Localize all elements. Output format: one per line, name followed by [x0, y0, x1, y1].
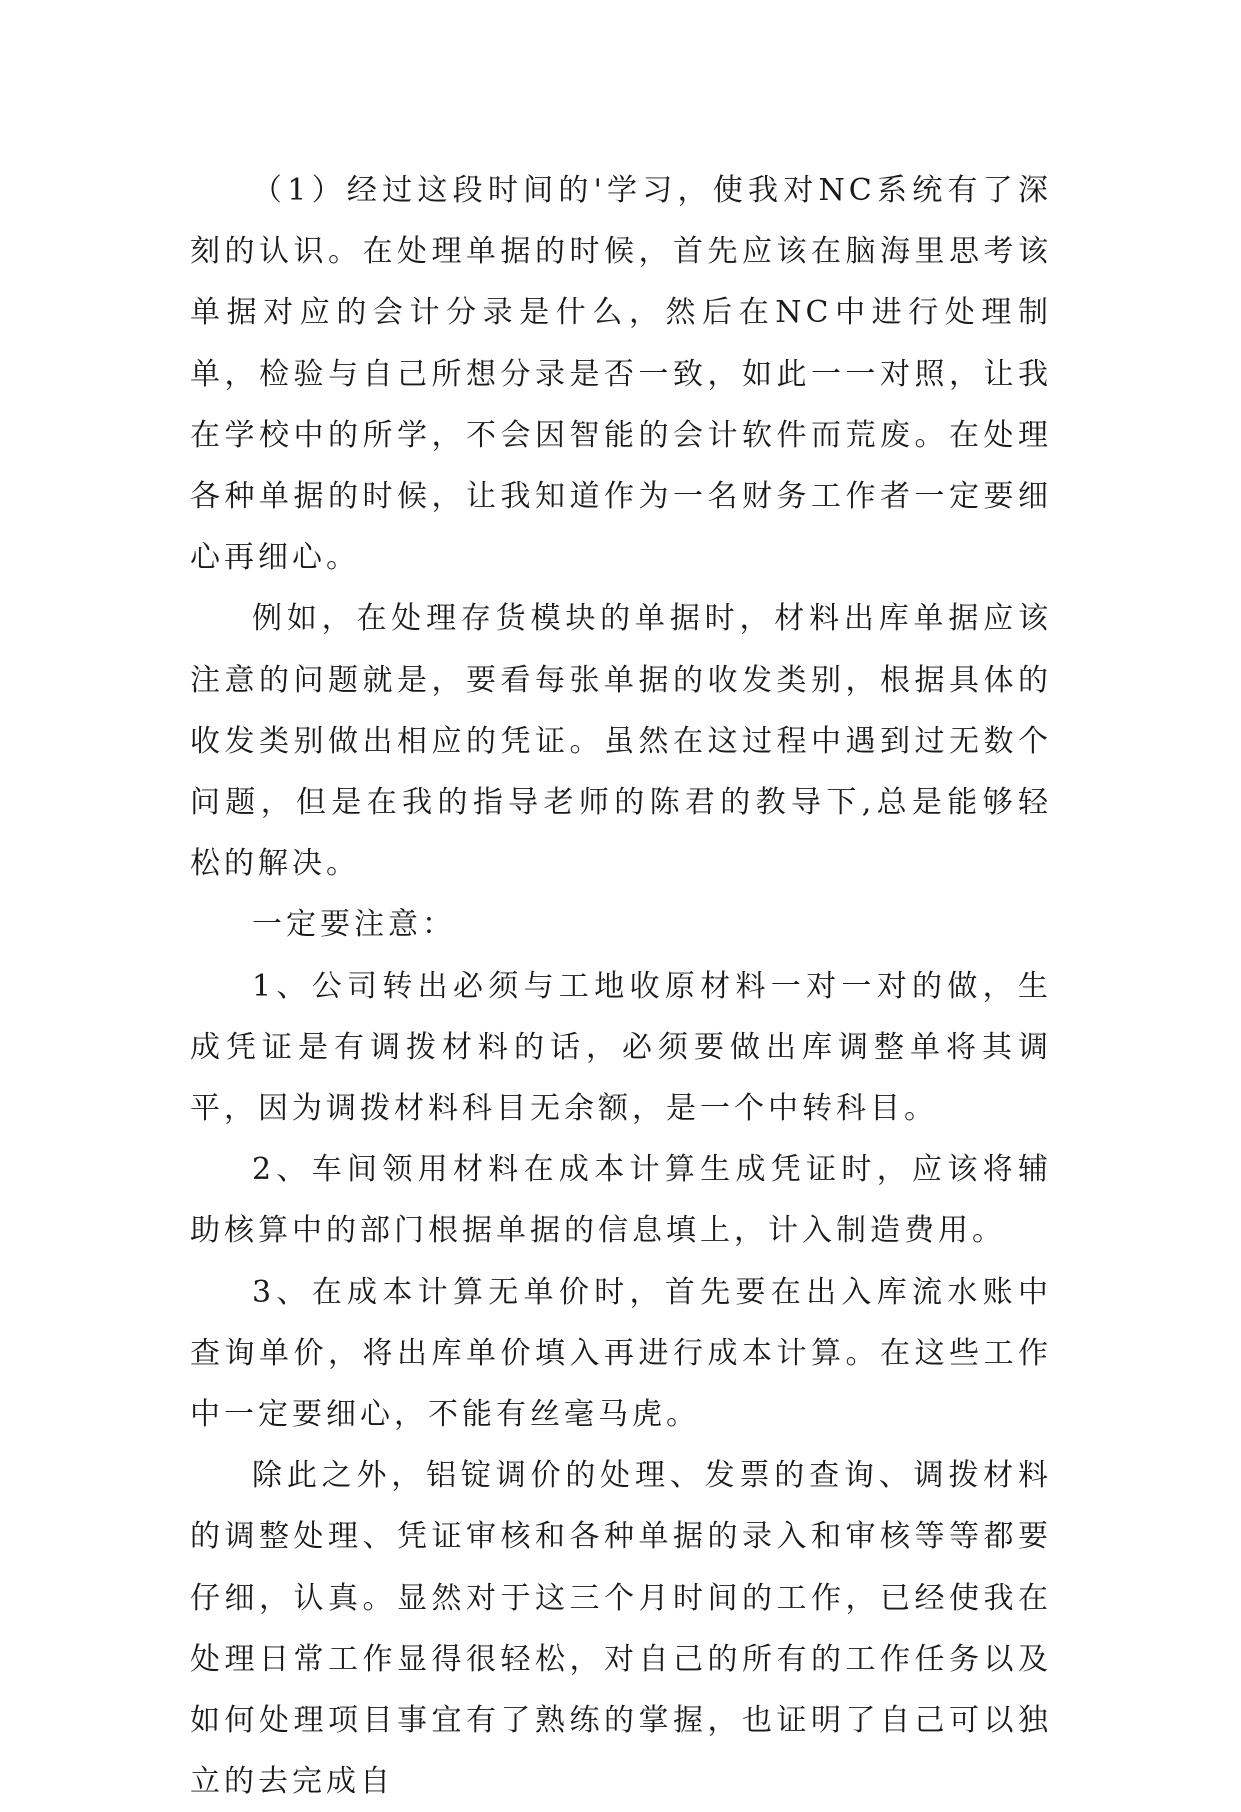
paragraph-nc-system: （1）经过这段时间的'学习，使我对NC系统有了深刻的认识。在处理单据的时候，首先应该在脑海里思考该单据对应的会计分录是什么，然后在NC中进行处理制单，检验与自己所想分录是否一致，如此一一对照，让我在学校中的所学，不会因智能的会计软件而荒废。在处理各种单据的时候，让我知道作为一名财务工作者一定要细心再细心。: [190, 173, 1052, 576]
paragraph-point-3: 3、在成本计算无单价时，首先要在出入库流水账中查询单价，将出库单价填入再进行成本计算。在这些工作中一定要细心，不能有丝毫马虎。: [190, 1274, 1052, 1433]
document-body: [190, 160, 1052, 1812]
paragraph-point-2: 2、车间领用材料在成本计算生成凭证时，应该将辅助核算中的部门根据单据的信息填上，计入制造费用。: [190, 1152, 1052, 1249]
paragraph-point-1: 1、公司转出必须与工地收原材料一对一对的做，生成凭证是有调拨材料的话，必须要做出库调整单将其调平，因为调拨材料科目无余额，是一个中转科目。: [190, 968, 1052, 1127]
paragraph-conclusion: 除此之外，铝锭调价的处理、发票的查询、调拨材料的调整处理、凭证审核和各种单据的录入和审核等等都要仔细，认真。显然对于这三个月时间的工作，已经使我在处理日常工作显得很轻松，对自己的所有的工作任务以及如何处理项目事宜有了熟练的掌握，也证明了自己可以独立的去完成自: [190, 1458, 1052, 1800]
paragraph-attention-heading: 一定要注意：: [252, 907, 456, 943]
paragraph-inventory-example: 例如，在处理存货模块的单据时，材料出库单据应该注意的问题就是，要看每张单据的收发类别，根据具体的收发类别做出相应的凭证。虽然在这过程中遇到过无数个问题，但是在我的指导老师的陈君的教导下,总是能够轻松的解决。: [190, 601, 1052, 882]
